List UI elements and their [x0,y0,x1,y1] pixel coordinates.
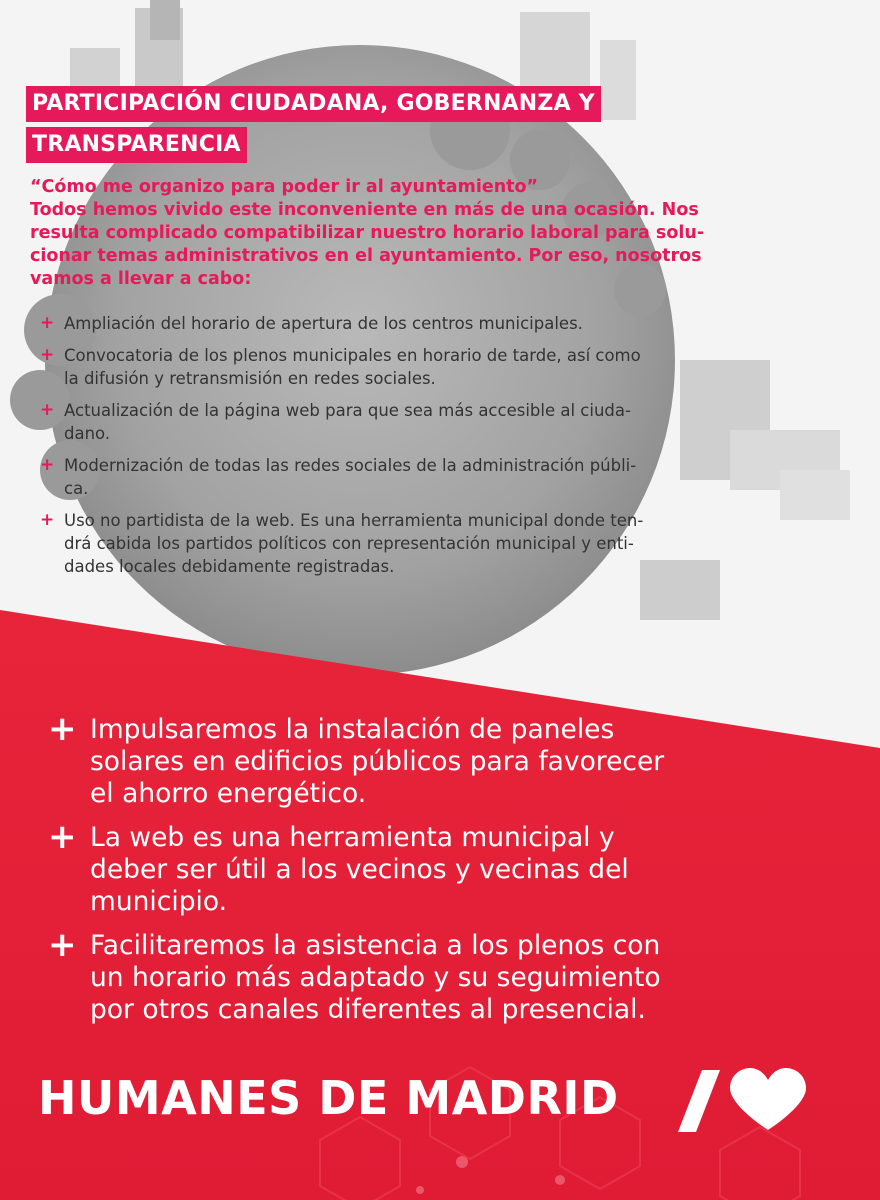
item-line: Actualización de la página web para que sea más accesible al ciuda- [64,401,631,420]
slash-heart-icon [660,1060,810,1140]
intro-line: resulta complicado compatibilizar nuestro horario laboral para solu- [30,223,705,243]
plus-icon: + [40,345,55,365]
intro-line: Todos hemos vivido este inconveniente en más de una ocasión. Nos [30,200,699,220]
plus-icon: + [48,817,77,857]
plus-icon: + [40,455,55,475]
brand-name: HUMANES DE MADRID [38,1071,619,1125]
list-item [40,399,824,445]
plus-icon: + [48,925,77,965]
title-line-2: TRANSPARENCIA [26,127,247,163]
item-line: la difusión y retransmisión en redes sociales. [64,369,436,388]
plus-icon: + [40,313,55,333]
item-line: drá cabida los partidos políticos con representación municipal y enti- [64,534,634,553]
intro-line: vamos a llevar a cabo: [30,269,252,289]
item-line: ca. [64,479,89,498]
plus-icon: + [48,709,77,749]
intro-quote: “Cómo me organizo para poder ir al ayuntamiento” [30,177,539,197]
item-line: por otros canales diferentes al presencial. [90,994,646,1025]
item-line: dades locales debidamente registradas. [64,557,395,576]
list-item [40,344,824,390]
item-line: La web es una herramienta municipal y [90,822,615,853]
list-item [48,709,838,810]
list-item [48,817,838,918]
item-line: solares en edificios públicos para favorecer [90,746,665,777]
item-line: dano. [64,424,111,443]
plus-icon: + [40,510,55,530]
list-item [40,509,824,578]
item-line: Convocatoria de los plenos municipales en horario de tarde, así como [64,346,641,365]
measures-list [40,312,824,587]
list-item [40,454,824,500]
intro-line: cionar temas administrativos en el ayuntamiento. Por eso, nosotros [30,246,702,266]
item-line: un horario más adaptado y su seguimiento [90,962,661,993]
item-line: deber ser útil a los vecinos y vecinas del [90,854,629,885]
item-line: Impulsaremos la instalación de paneles [90,714,615,745]
item-line: Uso no partidista de la web. Es una herramienta municipal donde ten- [64,511,644,530]
plus-icon: + [40,400,55,420]
list-item [48,925,838,1026]
item-line: el ahorro energético. [90,778,367,809]
highlights-list [48,709,838,1038]
list-item [40,312,824,335]
item-line: municipio. [90,886,228,917]
item-line: Modernización de todas las redes sociales de la administración públi- [64,456,637,475]
section-title [26,86,786,168]
item-line: Ampliación del horario de apertura de los centros municipales. [64,314,583,333]
item-line: Facilitaremos la asistencia a los plenos con [90,930,661,961]
title-line-1: PARTICIPACIÓN CIUDADANA, GOBERNANZA Y [26,86,601,122]
intro-text [30,176,830,291]
